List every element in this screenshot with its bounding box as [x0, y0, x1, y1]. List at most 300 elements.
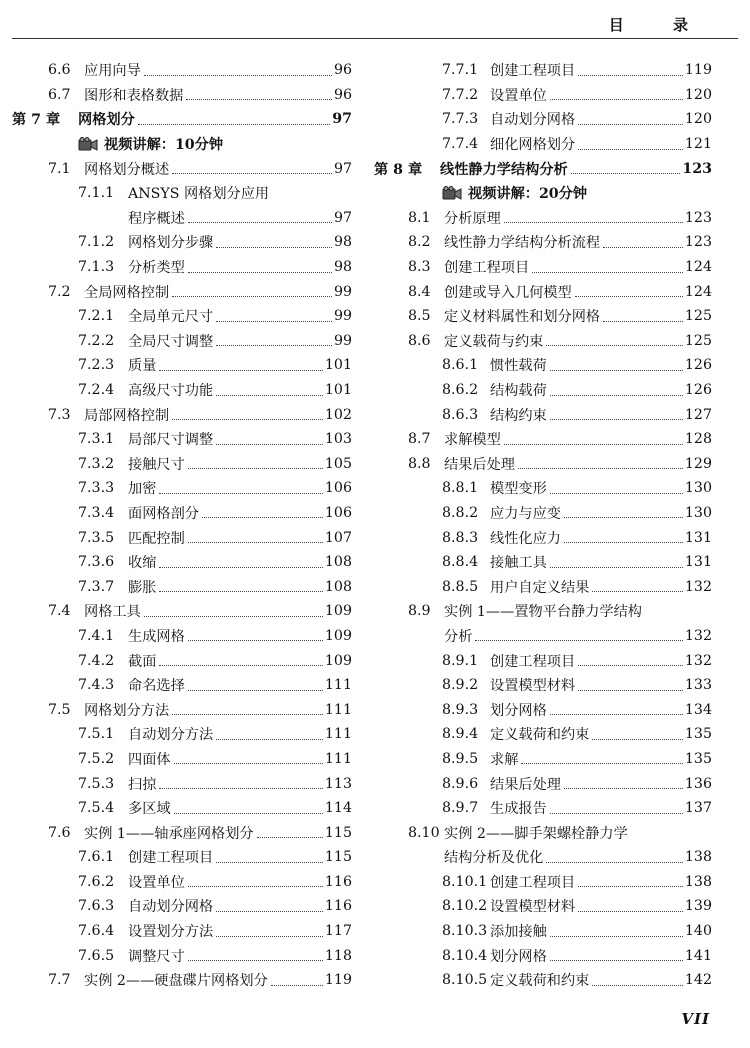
toc-entry[interactable]: [372, 845, 712, 870]
video-camera-icon: [442, 186, 462, 201]
toc-entry-page: 135: [684, 750, 712, 767]
toc-entry-title: 匹配控制: [128, 528, 187, 548]
toc-entry[interactable]: [12, 943, 352, 968]
toc-entry[interactable]: [372, 353, 712, 378]
toc-entry-page: 113: [324, 775, 352, 792]
toc-entry[interactable]: [372, 58, 712, 83]
toc-entry[interactable]: [372, 747, 712, 772]
toc-entry-number: 7.7.3: [442, 111, 479, 128]
toc-entry-page: 121: [684, 136, 712, 153]
toc-entry-page: 126: [684, 357, 712, 374]
toc-entry-page: 99: [333, 308, 352, 325]
toc-entry-title: 用户自定义结果: [490, 577, 591, 597]
toc-entry-title: 惯性载荷: [490, 355, 549, 375]
toc-entry-page: 114: [324, 800, 352, 817]
toc-entry-title: 分析原理: [444, 208, 503, 228]
toc-entry-page: 118: [324, 947, 352, 964]
toc-entry-number: 8.8.1: [442, 480, 479, 497]
toc-entry-title: 分析: [444, 626, 474, 646]
toc-entry-number: 7.3.5: [78, 529, 115, 546]
toc-entry-title: 应力与应变: [490, 503, 563, 523]
toc-entry-number: 7.3.3: [78, 480, 115, 497]
toc-entry-title: 应用向导: [84, 60, 143, 80]
toc-entry-number: 7.2: [48, 283, 71, 300]
toc-entry-page: 132: [684, 578, 712, 595]
toc-entry[interactable]: [12, 304, 352, 329]
toc-entry-number: 8.7: [408, 431, 431, 448]
toc-entry-title: 自动划分网格: [490, 109, 577, 129]
toc-entry-page: 124: [684, 283, 712, 300]
toc-entry-number: 6.6: [48, 62, 71, 79]
toc-entry-page: 96: [333, 86, 352, 103]
toc-entry-number: 7.7: [48, 972, 71, 989]
toc-entry[interactable]: [372, 673, 712, 698]
toc-entry-title: 局部尺寸调整: [128, 429, 215, 449]
toc-entry[interactable]: [12, 550, 352, 575]
toc-entry[interactable]: [372, 402, 712, 427]
toc-entry-title: 线性静力学结构分析: [440, 159, 570, 179]
dot-leader: [188, 468, 323, 469]
dot-leader: [550, 99, 683, 100]
dot-leader: [578, 690, 683, 691]
toc-entry-page: 123: [682, 160, 712, 177]
toc-entry-number: 8.9.7: [442, 800, 479, 817]
dot-leader: [550, 395, 683, 396]
toc-entry-title: 网格工具: [84, 601, 143, 621]
toc-entry-title: 图形和表格数据: [84, 85, 185, 105]
toc-entry-number: 7.2.1: [78, 308, 115, 325]
toc-entry-title: 求解模型: [444, 429, 503, 449]
toc-entry-page: 136: [684, 775, 712, 792]
dot-leader: [550, 960, 683, 961]
dot-leader: [216, 862, 323, 863]
toc-entry-title: 扫掠: [128, 774, 158, 794]
toc-entry[interactable]: [12, 870, 352, 895]
dot-leader: [172, 714, 323, 715]
video-camera-icon: [78, 137, 98, 152]
toc-entry-title: 实例 2——硬盘碟片网格划分: [84, 970, 270, 990]
toc-entry-number: 7.5.4: [78, 800, 115, 817]
toc-entry-page: 123: [684, 234, 712, 251]
toc-entry-title: 结果后处理: [444, 454, 517, 474]
dot-leader: [575, 296, 683, 297]
toc-entry[interactable]: [12, 968, 352, 993]
dot-leader: [592, 591, 683, 592]
toc-entry-number: 7.6.1: [78, 849, 115, 866]
toc-entry-number: 7.1.3: [78, 259, 115, 276]
toc-entry[interactable]: [372, 329, 712, 354]
toc-entry[interactable]: [372, 525, 712, 550]
toc-entry-number: 8.8.3: [442, 529, 479, 546]
dot-leader: [216, 444, 323, 445]
toc-entry-title: 自动划分方法: [128, 724, 215, 744]
dot-leader: [578, 665, 683, 666]
toc-entry-page: 134: [684, 701, 712, 718]
toc-entry[interactable]: [372, 870, 712, 895]
toc-entry-title: 划分网格: [490, 700, 549, 720]
toc-entry-title: 生成网格: [128, 626, 187, 646]
toc-entry-number: 8.9.5: [442, 750, 479, 767]
dot-leader: [188, 222, 332, 223]
toc-entry-page: 116: [324, 898, 352, 915]
toc-entry-page: 111: [324, 701, 352, 718]
dot-leader: [550, 419, 683, 420]
toc-entry-page: 140: [684, 923, 712, 940]
dot-leader: [603, 321, 683, 322]
toc-entry-title: 设置单位: [490, 85, 549, 105]
toc-entry-page: 139: [684, 898, 712, 915]
toc-entry[interactable]: [12, 353, 352, 378]
toc-entry-page: 106: [324, 480, 352, 497]
toc-entry[interactable]: [372, 943, 712, 968]
toc-entry-number: 8.9.4: [442, 726, 479, 743]
toc-entry-number: 7.6.4: [78, 923, 115, 940]
toc-entry[interactable]: [12, 58, 352, 83]
toc-entry-title: 局部网格控制: [84, 405, 171, 425]
toc-entry-title: 细化网格划分: [490, 134, 577, 154]
toc-entry-number: 8.6: [408, 332, 431, 349]
toc-entry[interactable]: [12, 525, 352, 550]
dot-leader: [550, 714, 683, 715]
toc-entry-page: 109: [324, 627, 352, 644]
toc-entry-page: 105: [324, 455, 352, 472]
toc-entry-title: 结构约束: [490, 405, 549, 425]
toc-entry-title: 高级尺寸功能: [128, 380, 215, 400]
toc-entry-page: 129: [684, 455, 712, 472]
toc-entry-number: 7.5: [48, 701, 71, 718]
toc-entry-page: 138: [684, 849, 712, 866]
toc-entry-number: 8.6.1: [442, 357, 479, 374]
toc-entry-title: 定义载荷和约束: [490, 970, 591, 990]
toc-entry-title: 结构载荷: [490, 380, 549, 400]
toc-entry-title: 网格划分概述: [84, 159, 171, 179]
toc-entry-number: 7.2.4: [78, 382, 115, 399]
toc-entry[interactable]: [372, 378, 712, 403]
toc-right-column: [372, 58, 712, 993]
toc-entry[interactable]: [372, 820, 712, 845]
toc-entry-number: 8.10.1: [442, 873, 488, 890]
toc-entry-page: 120: [684, 111, 712, 128]
toc-entry[interactable]: [12, 673, 352, 698]
toc-entry-number: 7.3.6: [78, 554, 115, 571]
toc-entry-page: 109: [324, 652, 352, 669]
toc-entry-number: 8.1: [408, 209, 431, 226]
toc-entry-number: 8.10: [408, 824, 440, 841]
toc-entry-title: 调整尺寸: [128, 946, 187, 966]
dot-leader: [550, 813, 683, 814]
toc-entry-number: 7.4.3: [78, 677, 115, 694]
toc-entry-page: 128: [684, 431, 712, 448]
toc-entry-number: 7.7.4: [442, 136, 479, 153]
dot-leader: [188, 690, 323, 691]
toc-entry[interactable]: [12, 747, 352, 772]
toc-entry-title: 收缩: [128, 552, 158, 572]
dot-leader: [550, 936, 683, 937]
toc-entry-title: 多区域: [128, 798, 173, 818]
toc-entry-title: 设置模型材料: [490, 896, 577, 916]
toc-entry[interactable]: [12, 820, 352, 845]
toc-entry-page: 101: [324, 357, 352, 374]
toc-entry-title: 自动划分网格: [128, 896, 215, 916]
toc-entry[interactable]: [12, 599, 352, 624]
toc-entry[interactable]: [12, 919, 352, 944]
toc-entry[interactable]: [12, 181, 352, 206]
toc-entry[interactable]: [12, 624, 352, 649]
toc-entry[interactable]: [12, 378, 352, 403]
toc-entry-number: 7.1.2: [78, 234, 115, 251]
dot-leader: [564, 542, 683, 543]
toc-entry-number: 7.3.7: [78, 578, 115, 595]
dot-leader: [271, 985, 323, 986]
toc-entry-title: 设置划分方法: [128, 921, 215, 941]
toc-entry-number: 8.10.5: [442, 972, 488, 989]
toc-entry-title: 添加接触: [490, 921, 549, 941]
dot-leader: [144, 75, 332, 76]
dot-leader: [216, 395, 323, 396]
toc-entry[interactable]: [12, 501, 352, 526]
toc-video-note[interactable]: [12, 132, 352, 157]
toc-entry-title: 接触尺寸: [128, 454, 187, 474]
toc-entry-page: 103: [324, 431, 352, 448]
toc-entry-number: 第 7 章: [12, 112, 61, 129]
dot-leader: [174, 763, 323, 764]
toc-entry-number: 8.10.4: [442, 947, 488, 964]
toc-entry[interactable]: [372, 574, 712, 599]
toc-entry[interactable]: [12, 648, 352, 673]
dot-leader: [159, 665, 323, 666]
dot-leader: [578, 886, 683, 887]
toc-entry-page: 131: [684, 529, 712, 546]
toc-entry[interactable]: [372, 624, 712, 649]
toc-entry-page: 116: [324, 873, 352, 890]
toc-entry[interactable]: [12, 894, 352, 919]
toc-entry[interactable]: [372, 894, 712, 919]
toc-entry-page: 109: [324, 603, 352, 620]
dot-leader: [172, 173, 332, 174]
dot-leader: [172, 419, 323, 420]
toc-entry-title: 膨胀: [128, 577, 158, 597]
toc-entry[interactable]: [12, 796, 352, 821]
toc-entry-number: 7.4: [48, 603, 71, 620]
toc-entry-number: 7.3.1: [78, 431, 115, 448]
toc-entry-page: 99: [333, 283, 352, 300]
toc-entry-number: 7.5.2: [78, 750, 115, 767]
toc-entry[interactable]: [12, 574, 352, 599]
header-divider: [12, 38, 738, 39]
toc-entry[interactable]: [372, 648, 712, 673]
toc-entry[interactable]: [12, 83, 352, 108]
toc-entry-page: 130: [684, 504, 712, 521]
toc-entry-title: 划分网格: [490, 946, 549, 966]
toc-entry-page: 141: [684, 947, 712, 964]
toc-entry[interactable]: [12, 697, 352, 722]
toc-entry-title: ANSYS 网格划分应用: [128, 183, 271, 203]
toc-entry-title: 创建工程项目: [490, 651, 577, 671]
toc-entry-number: 8.10.3: [442, 923, 488, 940]
toc-entry-number: 7.6: [48, 824, 71, 841]
toc-entry-number: 7.3.4: [78, 504, 115, 521]
dot-leader: [188, 640, 323, 641]
toc-entry[interactable]: [372, 83, 712, 108]
dot-leader: [159, 567, 323, 568]
toc-entry-page: 138: [684, 873, 712, 890]
toc-entry-title: 线性化应力: [490, 528, 563, 548]
toc-entry-title: 截面: [128, 651, 158, 671]
page-header-title: 目 录: [608, 16, 710, 34]
toc-entry[interactable]: [372, 919, 712, 944]
dot-leader: [188, 542, 323, 543]
dot-leader: [564, 788, 683, 789]
toc-entry-number: 8.9.3: [442, 701, 479, 718]
toc-entry-title: 模型变形: [490, 478, 549, 498]
toc-entry-title: 设置单位: [128, 872, 187, 892]
toc-entry-page: 115: [324, 824, 352, 841]
toc-entry[interactable]: [12, 279, 352, 304]
toc-entry-number: 7.6.5: [78, 947, 115, 964]
dot-leader: [546, 862, 683, 863]
dot-leader: [188, 960, 323, 961]
toc-entry-title: 接触工具: [490, 552, 549, 572]
toc-chapter-entry[interactable]: [12, 107, 352, 132]
dot-leader: [504, 222, 683, 223]
toc-entry-page: 101: [324, 382, 352, 399]
dot-leader: [578, 911, 683, 912]
toc-entry[interactable]: [12, 329, 352, 354]
toc-entry-number: 7.3: [48, 406, 71, 423]
toc-entry-number: 8.9.2: [442, 677, 479, 694]
toc-entry[interactable]: [12, 771, 352, 796]
toc-entry[interactable]: [372, 255, 712, 280]
toc-entry[interactable]: [12, 255, 352, 280]
video-duration-label: 视频讲解：20分钟: [468, 186, 588, 203]
dot-leader: [216, 936, 323, 937]
dot-leader: [216, 345, 332, 346]
dot-leader: [550, 370, 683, 371]
dot-leader: [186, 99, 332, 100]
toc-entry-number: 7.6.2: [78, 873, 115, 890]
toc-entry-title: 网格划分步骤: [128, 232, 215, 252]
toc-chapter-entry[interactable]: [372, 156, 712, 181]
dot-leader: [159, 788, 323, 789]
toc-entry-number: 8.4: [408, 283, 431, 300]
toc-entry[interactable]: [12, 230, 352, 255]
dot-leader: [592, 985, 683, 986]
dot-leader: [144, 616, 323, 617]
toc-entry-page: 127: [684, 406, 712, 423]
toc-entry-page: 131: [684, 554, 712, 571]
toc-entry-page: 96: [333, 62, 352, 79]
toc-entry-page: 132: [684, 652, 712, 669]
dot-leader: [504, 444, 683, 445]
dot-leader: [546, 345, 683, 346]
toc-entry[interactable]: [372, 599, 712, 624]
toc-entry-title: 定义载荷与约束: [444, 331, 545, 351]
toc-entry[interactable]: [372, 279, 712, 304]
toc-entry-page: 124: [684, 259, 712, 276]
toc-entry[interactable]: [372, 501, 712, 526]
toc-entry-number: 8.8.5: [442, 578, 479, 595]
toc-entry[interactable]: [372, 107, 712, 132]
toc-entry[interactable]: [372, 230, 712, 255]
toc-entry-number: 7.5.1: [78, 726, 115, 743]
toc-entry-number: 8.9: [408, 603, 431, 620]
toc-entry[interactable]: [372, 476, 712, 501]
toc-entry-page: 130: [684, 480, 712, 497]
toc-entry[interactable]: [12, 206, 352, 231]
dot-leader: [257, 837, 323, 838]
toc-entry-page: 119: [324, 972, 352, 989]
toc-entry[interactable]: [372, 697, 712, 722]
dot-leader: [216, 739, 323, 740]
dot-leader: [475, 640, 683, 641]
toc-entry-number: 8.3: [408, 259, 431, 276]
toc-entry[interactable]: [12, 476, 352, 501]
toc-entry-title: 定义载荷和约束: [490, 724, 591, 744]
toc-entry-title: 实例 2——脚手架螺栓静力学: [444, 823, 630, 843]
dot-leader: [550, 567, 683, 568]
toc-entry[interactable]: [12, 845, 352, 870]
video-duration-label: 视频讲解：10分钟: [104, 137, 224, 154]
toc-entry-number: 6.7: [48, 86, 71, 103]
toc-entry[interactable]: [372, 722, 712, 747]
toc-entry-title: 结构分析及优化: [444, 847, 545, 867]
toc-entry[interactable]: [12, 156, 352, 181]
dot-leader: [518, 468, 683, 469]
toc-entry-page: 107: [324, 529, 352, 546]
toc-entry[interactable]: [372, 796, 712, 821]
dot-leader: [564, 517, 683, 518]
toc-entry-title: 创建工程项目: [128, 847, 215, 867]
toc-entry[interactable]: [372, 452, 712, 477]
toc-entry-title: 全局网格控制: [84, 282, 171, 302]
toc-entry[interactable]: [372, 968, 712, 993]
toc-entry-title: 创建工程项目: [444, 257, 531, 277]
toc-entry[interactable]: [12, 402, 352, 427]
toc-entry[interactable]: [372, 206, 712, 231]
toc-entry[interactable]: [372, 771, 712, 796]
toc-entry-title: 创建工程项目: [490, 60, 577, 80]
toc-entry[interactable]: [372, 427, 712, 452]
toc-entry-page: 102: [324, 406, 352, 423]
toc-entry-title: 实例 1——置物平台静力学结构: [444, 601, 644, 621]
toc-entry-number: 7.3.2: [78, 455, 115, 472]
dot-leader: [571, 173, 681, 174]
toc-left-column: [12, 58, 352, 993]
dot-leader: [603, 247, 683, 248]
toc-entry[interactable]: [372, 132, 712, 157]
dot-leader: [216, 247, 332, 248]
toc-entry-page: 99: [333, 332, 352, 349]
dot-leader: [138, 124, 330, 125]
toc-entry[interactable]: [12, 722, 352, 747]
toc-entry[interactable]: [372, 304, 712, 329]
toc-entry-title: 创建或导入几何模型: [444, 282, 574, 302]
toc-entry-number: 8.6.3: [442, 406, 479, 423]
toc-entry-page: 119: [684, 62, 712, 79]
toc-entry-page: 111: [324, 677, 352, 694]
toc-entry-number: 8.8.2: [442, 504, 479, 521]
toc-entry[interactable]: [12, 452, 352, 477]
toc-entry-title: 求解: [490, 749, 520, 769]
toc-entry-number: 8.6.2: [442, 382, 479, 399]
toc-entry-number: 7.5.3: [78, 775, 115, 792]
page-number: VII: [681, 1010, 710, 1028]
toc-entry[interactable]: [12, 427, 352, 452]
toc-entry[interactable]: [372, 550, 712, 575]
toc-video-note[interactable]: [372, 181, 712, 206]
toc-entry-page: 123: [684, 209, 712, 226]
toc-entry-page: 125: [684, 308, 712, 325]
